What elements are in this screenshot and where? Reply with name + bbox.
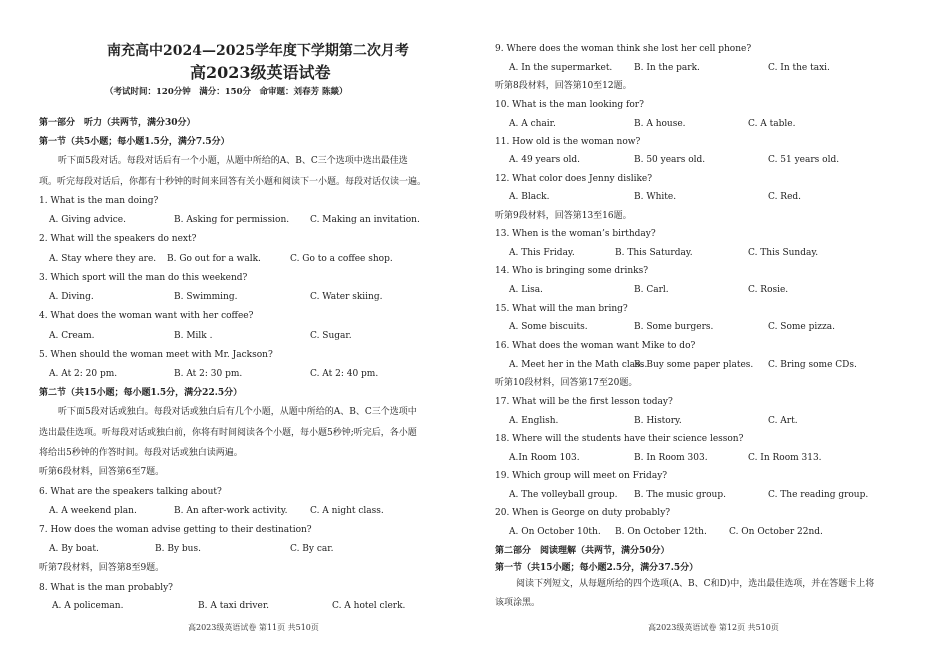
exam-title: 南充高中2024—2025学年度下学期第二次月考	[107, 43, 409, 59]
question-stem: 15. What will the man bring?	[495, 304, 628, 314]
option-c: C. Making an invitation.	[310, 215, 420, 225]
listening-prompt: 听第9段材料，回答第13至16题。	[495, 211, 632, 221]
option-c: C. Red.	[768, 192, 802, 202]
option-c: C. Some pizza.	[768, 322, 835, 332]
option-b: B. Carl.	[634, 285, 669, 295]
option-b: B. History.	[634, 416, 682, 426]
option-a: A.In Room 103.	[509, 453, 580, 463]
option-a: A. By boat.	[49, 544, 99, 554]
listening-prompt: 听第7段材料，回答第8至9题。	[39, 563, 165, 573]
option-c: C. In Room 313.	[748, 453, 822, 463]
option-b: B. Buy some paper plates.	[634, 360, 754, 370]
part2-heading: 第二部分 阅读理解（共两节，满分50分）	[495, 546, 670, 556]
option-c: C. A table.	[748, 119, 796, 129]
option-c: C. Bring some CDs.	[768, 360, 857, 370]
question-stem: 11. How old is the woman now?	[495, 137, 641, 147]
option-a: A. The volleyball group.	[509, 490, 618, 500]
option-a: A. In the supermarket.	[509, 63, 613, 73]
question-stem: 2. What will the speakers do next?	[39, 234, 197, 244]
section1-instructions: 听下面5段对话。每段对话后有一个小题，从题中所给的A、B、C三个选项中选出最佳选	[58, 156, 408, 166]
option-a: A. At 2: 20 pm.	[49, 369, 118, 379]
option-b: B. By bus.	[155, 544, 201, 554]
option-b: B. Milk .	[174, 331, 213, 341]
option-a: A. A chair.	[509, 119, 556, 129]
option-b: B. A taxi driver.	[198, 601, 270, 611]
option-c: C. Water skiing.	[310, 292, 383, 302]
option-a: A. Lisa.	[509, 285, 543, 295]
option-b: B. The music group.	[634, 490, 726, 500]
option-b: B. Swimming.	[174, 292, 238, 302]
section2-heading: 第二节（共15小题；每小题1.5分，满分22.5分）	[39, 388, 243, 398]
option-c: C. A hotel clerk.	[332, 601, 406, 611]
option-a: A. Black.	[509, 192, 550, 202]
option-b: B. Asking for permission.	[174, 215, 290, 225]
question-stem: 19. Which group will meet on Friday?	[495, 471, 668, 481]
question-stem: 7. How does the woman advise getting to their destination?	[39, 525, 312, 535]
option-c: C. On October 22nd.	[729, 527, 823, 537]
question-stem: 18. Where will the students have their science lesson?	[495, 434, 744, 444]
part2-instructions: 该项涂黑。	[495, 598, 541, 608]
option-a: A. English.	[509, 416, 559, 426]
option-c: C. Sugar.	[310, 331, 352, 341]
section2-instructions: 听下面5段对话或独白。每段对话或独白后有几个小题，从题中所给的A、B、C三个选项中	[58, 407, 417, 417]
option-b: B. On October 12th.	[615, 527, 707, 537]
part2-section1-heading: 第一节（共15小题；每小题2.5分，满分37.5分）	[495, 563, 699, 573]
page-footer: 高2023级英语试卷 第11页 共510页	[188, 623, 319, 632]
option-a: A. Giving advice.	[49, 215, 126, 225]
part2-instructions: 阅读下列短文，从每题所给的四个选项(A、B、C和D)中，选出最佳选项，并在答题卡上将	[516, 579, 875, 589]
section1-instructions: 项。听完每段对话后，你都有十秒钟的时间来回答有关小题和阅读下一小题。每段对话仅读一遍。	[39, 177, 427, 187]
question-stem: 6. What are the speakers talking about?	[39, 487, 222, 497]
option-a: A. This Friday.	[509, 248, 575, 258]
option-a: A. Diving.	[49, 292, 94, 302]
option-b: B. This Saturday.	[615, 248, 693, 258]
option-b: B. 50 years old.	[634, 155, 706, 165]
option-b: B. In Room 303.	[634, 453, 708, 463]
listening-prompt: 听第6段材料，回答第6至7题。	[39, 467, 165, 477]
listening-prompt: 听第8段材料，回答第10至12题。	[495, 81, 632, 91]
section2-instructions: 选出最佳选项。听每段对话或独白前，你将有时间阅读各个小题，每小题5秒钟;听完后，各小题	[39, 428, 417, 438]
option-a: A. Meet her in the Math class.	[509, 360, 648, 370]
option-b: B. An after-work activity.	[174, 506, 288, 516]
option-a: A. A weekend plan.	[49, 506, 137, 516]
question-stem: 13. When is the woman’s birthday?	[495, 229, 656, 239]
exam-info: （考试时间：120分钟 满分：150分 命审题：刘春芳 陈燚）	[105, 87, 348, 97]
section2-instructions: 将给出5秒钟的作答时间。每段对话或独白读两遍。	[39, 448, 243, 458]
option-b: B. In the park.	[634, 63, 700, 73]
option-c: C. Rosie.	[748, 285, 789, 295]
question-stem: 1. What is the man doing?	[39, 196, 159, 206]
option-b: B. A house.	[634, 119, 686, 129]
page-footer: 高2023级英语试卷 第12页 共510页	[648, 623, 779, 632]
option-c: C. By car.	[290, 544, 334, 554]
option-c: C. At 2: 40 pm.	[310, 369, 379, 379]
part1-heading: 第一部分 听力（共两节，满分30分）	[39, 118, 196, 128]
option-c: C. The reading group.	[768, 490, 869, 500]
option-a: A. Stay where they are.	[49, 254, 157, 264]
option-c: C. In the taxi.	[768, 63, 830, 73]
option-a: A. Some biscuits.	[509, 322, 588, 332]
option-a: A. A policeman.	[52, 601, 124, 611]
question-stem: 10. What is the man looking for?	[495, 100, 644, 110]
option-a: A. On October 10th.	[509, 527, 601, 537]
question-stem: 9. Where does the woman think she lost her cell phone?	[495, 44, 752, 54]
question-stem: 4. What does the woman want with her coffee?	[39, 311, 254, 321]
option-c: C. A night class.	[310, 506, 384, 516]
question-stem: 12. What color does Jenny dislike?	[495, 174, 653, 184]
option-a: A. 49 years old.	[509, 155, 581, 165]
question-stem: 14. Who is bringing some drinks?	[495, 266, 649, 276]
paper-title: 高2023级英语试卷	[190, 63, 331, 82]
question-stem: 20. When is George on duty probably?	[495, 508, 671, 518]
question-stem: 3. Which sport will the man do this weekend?	[39, 273, 248, 283]
question-stem: 8. What is the man probably?	[39, 583, 174, 593]
section1-heading: 第一节（共5小题；每小题1.5分，满分7.5分）	[39, 137, 230, 147]
option-a: A. Cream.	[49, 331, 95, 341]
option-b: B. Go out for a walk.	[167, 254, 261, 264]
option-c: C. Art.	[768, 416, 798, 426]
option-b: B. Some burgers.	[634, 322, 714, 332]
option-c: C. Go to a coffee shop.	[290, 254, 393, 264]
question-stem: 16. What does the woman want Mike to do?	[495, 341, 696, 351]
listening-prompt: 听第10段材料，回答第17至20题。	[495, 378, 638, 388]
option-c: C. 51 years old.	[768, 155, 840, 165]
option-b: B. At 2: 30 pm.	[174, 369, 243, 379]
question-stem: 17. What will be the first lesson today?	[495, 397, 673, 407]
option-b: B. White.	[634, 192, 677, 202]
option-c: C. This Sunday.	[748, 248, 819, 258]
question-stem: 5. When should the woman meet with Mr. Jackson?	[39, 350, 273, 360]
